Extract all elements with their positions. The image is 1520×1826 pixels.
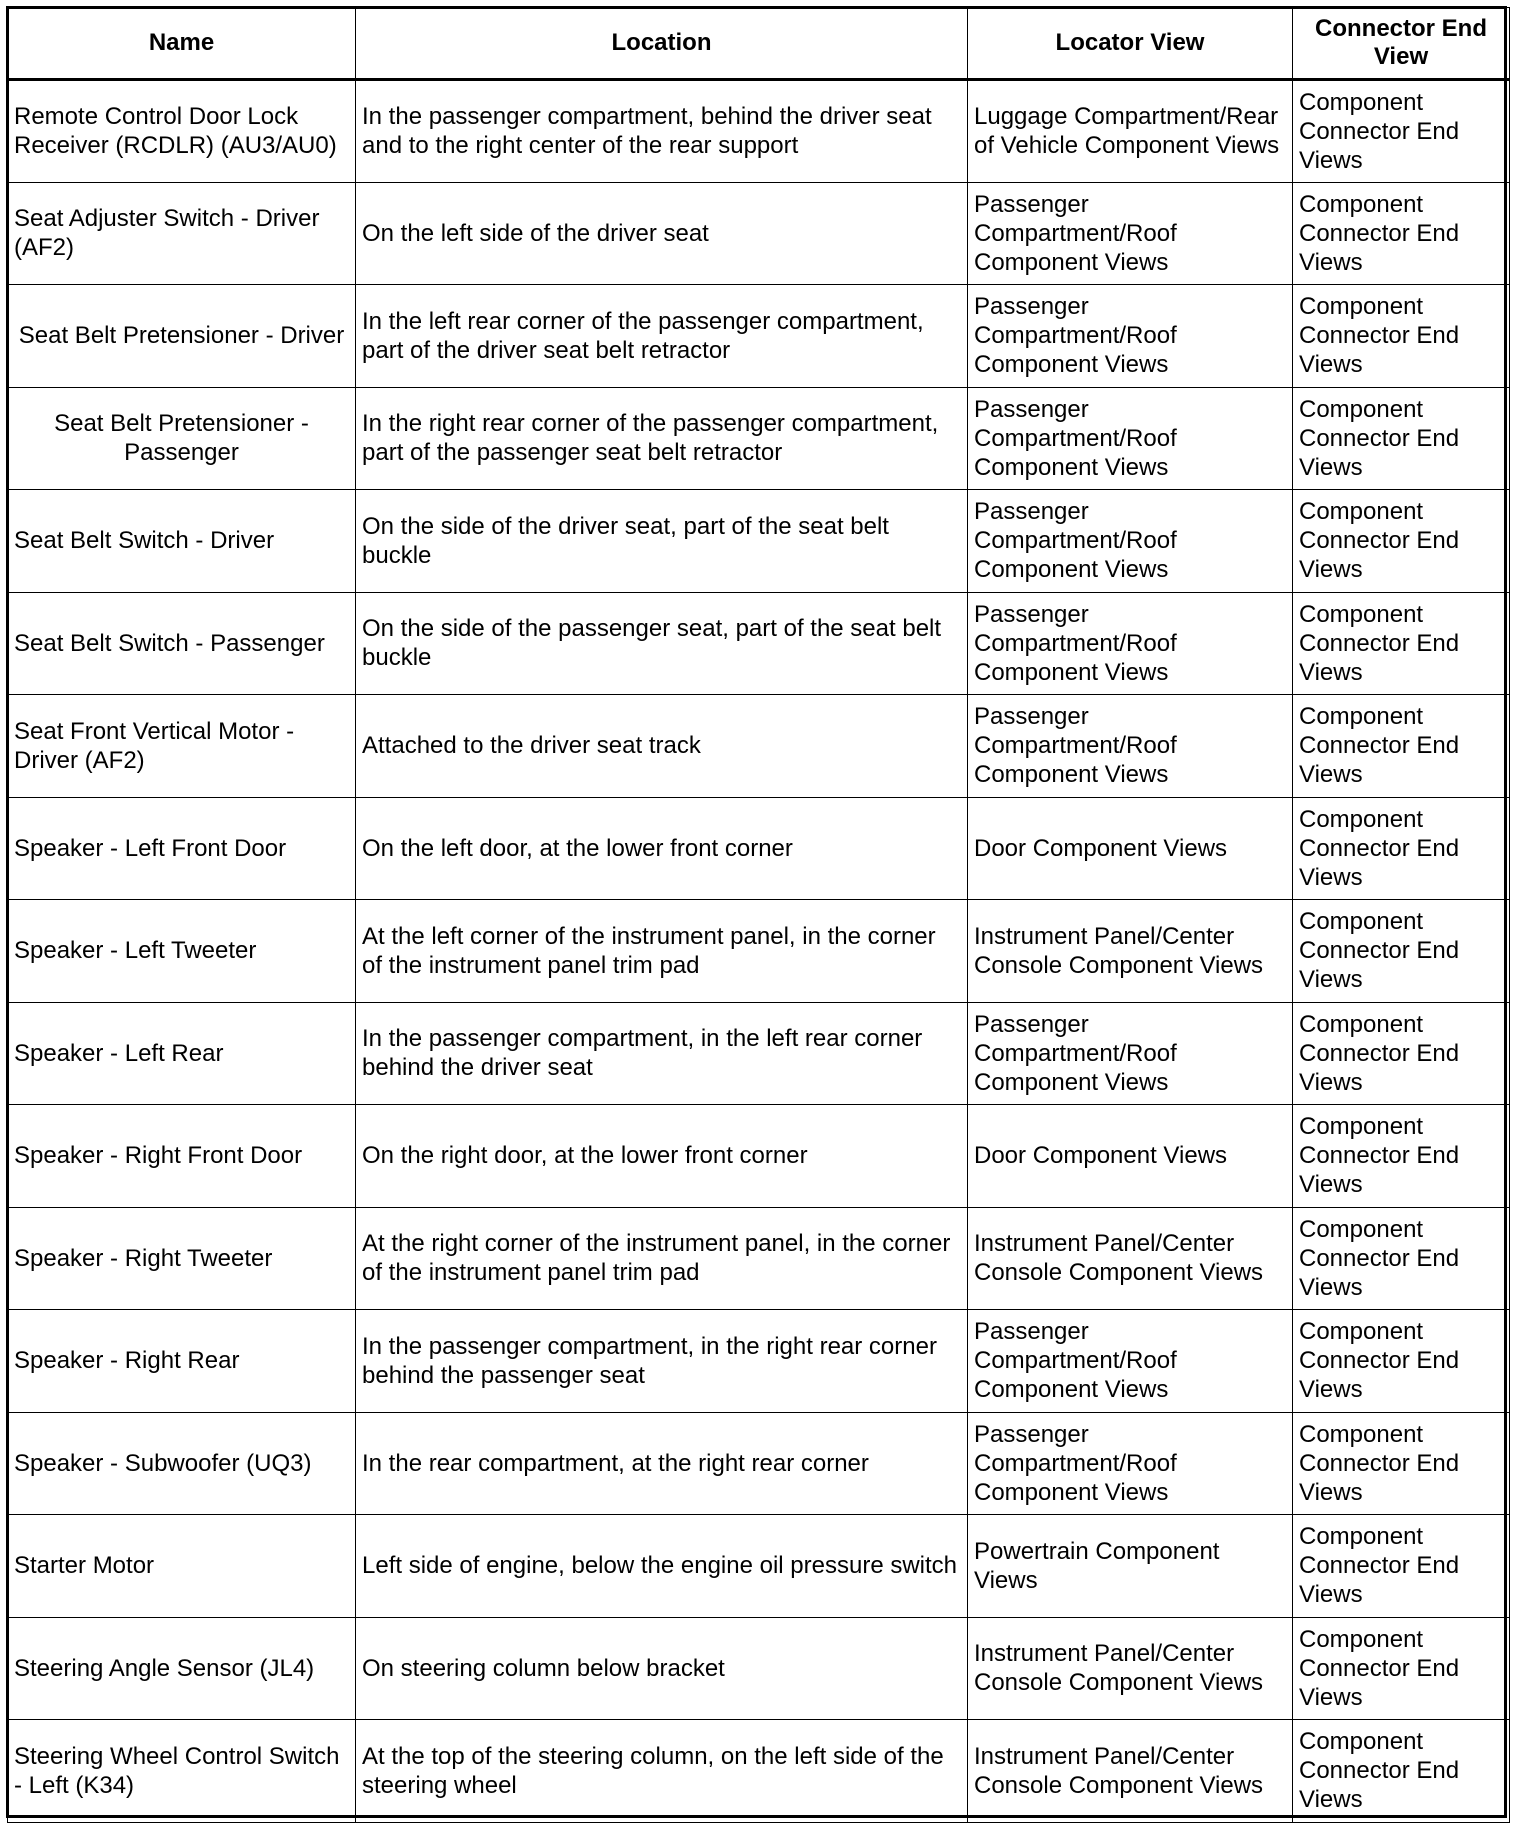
cell-location: In the passenger compartment, behind the driver seat and to the right center of the rear support [356,80,968,183]
component-locator-table [7,7,1510,1823]
cell-location: On steering column below bracket [356,1617,968,1720]
cell-connector-end-view: Component Connector End Views [1293,695,1510,798]
cell-name: Speaker - Left Front Door [8,797,356,900]
cell-location: At the right corner of the instrument panel, in the corner of the instrument panel trim pad [356,1207,968,1310]
cell-locator-view: Instrument Panel/Center Console Component Views [968,1617,1293,1720]
cell-connector-end-view: Component Connector End Views [1293,182,1510,285]
cell-locator-view: Passenger Compartment/Roof Component Views [968,285,1293,388]
cell-name: Seat Belt Switch - Passenger [8,592,356,695]
cell-locator-view: Passenger Compartment/Roof Component Views [968,695,1293,798]
cell-name: Seat Front Vertical Motor - Driver (AF2) [8,695,356,798]
table-body [8,80,1510,1823]
cell-connector-end-view: Component Connector End Views [1293,1310,1510,1413]
cell-location: On the left door, at the lower front corner [356,797,968,900]
cell-connector-end-view: Component Connector End Views [1293,1720,1510,1823]
cell-locator-view: Instrument Panel/Center Console Component Views [968,900,1293,1003]
header-locator-view: Locator View [968,8,1293,80]
cell-name: Steering Wheel Control Switch - Left (K34) [8,1720,356,1823]
cell-connector-end-view: Component Connector End Views [1293,80,1510,183]
cell-locator-view: Door Component Views [968,1105,1293,1208]
table-row [8,1002,1510,1105]
table-row [8,797,1510,900]
cell-location: In the passenger compartment, in the right rear corner behind the passenger seat [356,1310,968,1413]
cell-connector-end-view: Component Connector End Views [1293,1105,1510,1208]
cell-location: Left side of engine, below the engine oil pressure switch [356,1515,968,1618]
cell-name: Seat Belt Switch - Driver [8,490,356,593]
cell-name: Speaker - Right Tweeter [8,1207,356,1310]
cell-name: Speaker - Left Tweeter [8,900,356,1003]
cell-locator-view: Powertrain Component Views [968,1515,1293,1618]
cell-locator-view: Passenger Compartment/Roof Component Views [968,387,1293,490]
cell-locator-view: Passenger Compartment/Roof Component Views [968,592,1293,695]
cell-connector-end-view: Component Connector End Views [1293,1412,1510,1515]
table-row [8,1105,1510,1208]
table-row [8,1515,1510,1618]
cell-locator-view: Passenger Compartment/Roof Component Views [968,490,1293,593]
cell-name: Steering Angle Sensor (JL4) [8,1617,356,1720]
table-row [8,1412,1510,1515]
table-header-row [8,8,1510,80]
cell-connector-end-view: Component Connector End Views [1293,592,1510,695]
cell-locator-view: Passenger Compartment/Roof Component Views [968,182,1293,285]
cell-locator-view: Luggage Compartment/Rear of Vehicle Component Views [968,80,1293,183]
cell-connector-end-view: Component Connector End Views [1293,900,1510,1003]
cell-connector-end-view: Component Connector End Views [1293,490,1510,593]
table-row [8,900,1510,1003]
component-locator-table-container [7,7,1509,1823]
table-row [8,285,1510,388]
table-row [8,1617,1510,1720]
table-row [8,490,1510,593]
cell-location: In the rear compartment, at the right rear corner [356,1412,968,1515]
cell-connector-end-view: Component Connector End Views [1293,285,1510,388]
cell-location: In the passenger compartment, in the left rear corner behind the driver seat [356,1002,968,1105]
cell-locator-view: Instrument Panel/Center Console Component Views [968,1207,1293,1310]
cell-location: On the left side of the driver seat [356,182,968,285]
header-location: Location [356,8,968,80]
header-connector-end-view: Connector End View [1293,8,1510,80]
cell-locator-view: Passenger Compartment/Roof Component Views [968,1412,1293,1515]
cell-name: Seat Adjuster Switch - Driver (AF2) [8,182,356,285]
table-row [8,80,1510,183]
cell-location: At the left corner of the instrument panel, in the corner of the instrument panel trim pad [356,900,968,1003]
table-row [8,1720,1510,1823]
cell-location: At the top of the steering column, on the left side of the steering wheel [356,1720,968,1823]
cell-connector-end-view: Component Connector End Views [1293,1515,1510,1618]
table-row [8,592,1510,695]
cell-name: Starter Motor [8,1515,356,1618]
cell-locator-view: Door Component Views [968,797,1293,900]
cell-connector-end-view: Component Connector End Views [1293,1002,1510,1105]
cell-locator-view: Passenger Compartment/Roof Component Views [968,1310,1293,1413]
cell-connector-end-view: Component Connector End Views [1293,1207,1510,1310]
cell-locator-view: Instrument Panel/Center Console Component Views [968,1720,1293,1823]
cell-location: On the right door, at the lower front corner [356,1105,968,1208]
cell-name: Speaker - Subwoofer (UQ3) [8,1412,356,1515]
cell-location: On the side of the driver seat, part of the seat belt buckle [356,490,968,593]
cell-locator-view: Passenger Compartment/Roof Component Views [968,1002,1293,1105]
cell-name: Speaker - Right Rear [8,1310,356,1413]
table-row [8,1310,1510,1413]
cell-connector-end-view: Component Connector End Views [1293,1617,1510,1720]
cell-location: In the left rear corner of the passenger compartment, part of the driver seat belt retractor [356,285,968,388]
header-name: Name [8,8,356,80]
cell-location: In the right rear corner of the passenger compartment, part of the passenger seat belt retractor [356,387,968,490]
table-row [8,182,1510,285]
table-row [8,695,1510,798]
cell-location: On the side of the passenger seat, part of the seat belt buckle [356,592,968,695]
cell-name: Speaker - Left Rear [8,1002,356,1105]
cell-name: Speaker - Right Front Door [8,1105,356,1208]
table-row [8,387,1510,490]
cell-name: Seat Belt Pretensioner - Driver [8,285,356,388]
table-row [8,1207,1510,1310]
cell-location: Attached to the driver seat track [356,695,968,798]
cell-name: Remote Control Door Lock Receiver (RCDLR) (AU3/AU0) [8,80,356,183]
cell-connector-end-view: Component Connector End Views [1293,797,1510,900]
cell-connector-end-view: Component Connector End Views [1293,387,1510,490]
cell-name: Seat Belt Pretensioner - Passenger [8,387,356,490]
